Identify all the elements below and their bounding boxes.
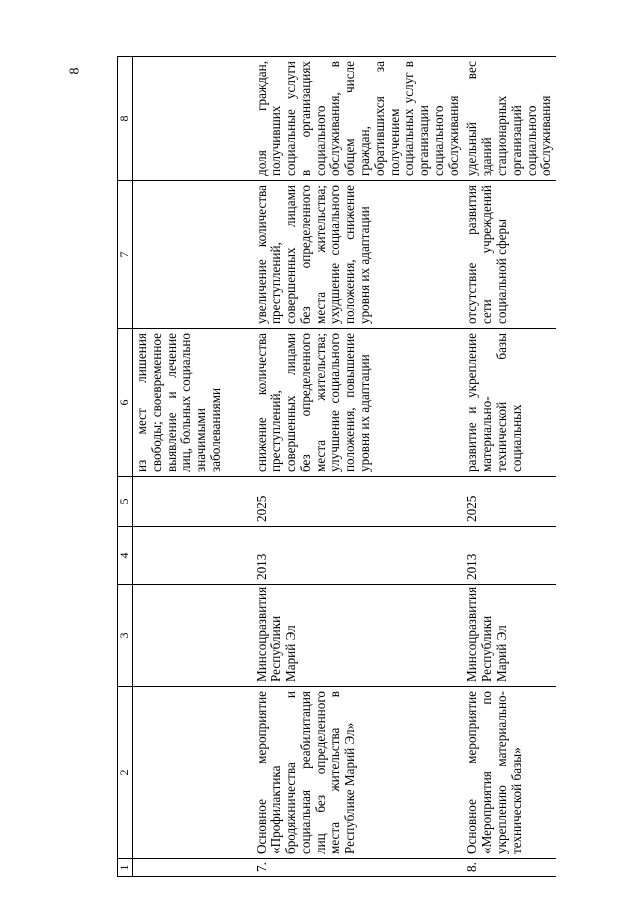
non-implementation-consequence: увеличение количества преступлений, совершенных лицами без определенного места жительства; ухудшение социального положения, снижение уровня их адаптации bbox=[253, 181, 464, 329]
expected-result: из мест лишения свободы; своевременное выявление и лечение лиц, больных социально значимыми заболеваниями bbox=[133, 329, 253, 477]
header-row bbox=[118, 57, 133, 877]
indicator: удельный вес зданий стационарных организаций социального обслуживания bbox=[463, 57, 556, 181]
start-year: 2013 bbox=[463, 527, 556, 585]
row-number bbox=[133, 859, 253, 877]
executor bbox=[133, 585, 253, 687]
expected-result: снижение количества преступлений, совершенных лицами без определенного места жительства; улучшение социального положения, повышение уровня их адаптации bbox=[253, 329, 464, 477]
program-measures-table bbox=[117, 56, 556, 877]
measure-name bbox=[133, 687, 253, 859]
start-year: 2013 bbox=[253, 527, 464, 585]
header-col-8: 8 bbox=[118, 57, 133, 181]
header-col-7: 7 bbox=[118, 181, 133, 329]
executor: Минсоцразвития Республики Марий Эл bbox=[253, 585, 464, 687]
executor: Минсоцразвития Республики Марий Эл bbox=[463, 585, 556, 687]
row-number: 7. bbox=[253, 859, 464, 877]
header-col-3: 3 bbox=[118, 585, 133, 687]
end-year: 2025 bbox=[463, 477, 556, 527]
measure-name: Основное мероприятие «Мероприятия по укреплению материально-технической базы» bbox=[463, 687, 556, 859]
indicator bbox=[133, 57, 253, 181]
page-number: 8 bbox=[67, 67, 83, 75]
start-year bbox=[133, 527, 253, 585]
header-col-2: 2 bbox=[118, 687, 133, 859]
measure-name: Основное мероприятие «Профилактика бродяжничества и социальная реабилитация лиц без определенного места жительства в Республике Марий Эл» bbox=[253, 687, 464, 859]
non-implementation-consequence bbox=[133, 181, 253, 329]
rotated-table-container bbox=[117, 57, 554, 877]
header-col-6: 6 bbox=[118, 329, 133, 477]
table-row bbox=[253, 57, 464, 877]
expected-result: развитие и укрепление материально-технической базы социальных bbox=[463, 329, 556, 477]
table-row bbox=[133, 57, 253, 877]
header-col-4: 4 bbox=[118, 527, 133, 585]
header-col-5: 5 bbox=[118, 477, 133, 527]
row-number: 8. bbox=[463, 859, 556, 877]
header-col-1: 1 bbox=[118, 859, 133, 877]
end-year bbox=[133, 477, 253, 527]
table-row bbox=[463, 57, 556, 877]
indicator: доля граждан, получивших социальные услуги в организациях социального обслуживания, в общем числе граждан, обратившихся за получением социальных услуг в организации социального обслуживания bbox=[253, 57, 464, 181]
end-year: 2025 bbox=[253, 477, 464, 527]
non-implementation-consequence: отсутствие развития сети учреждений социальной сферы bbox=[463, 181, 556, 329]
